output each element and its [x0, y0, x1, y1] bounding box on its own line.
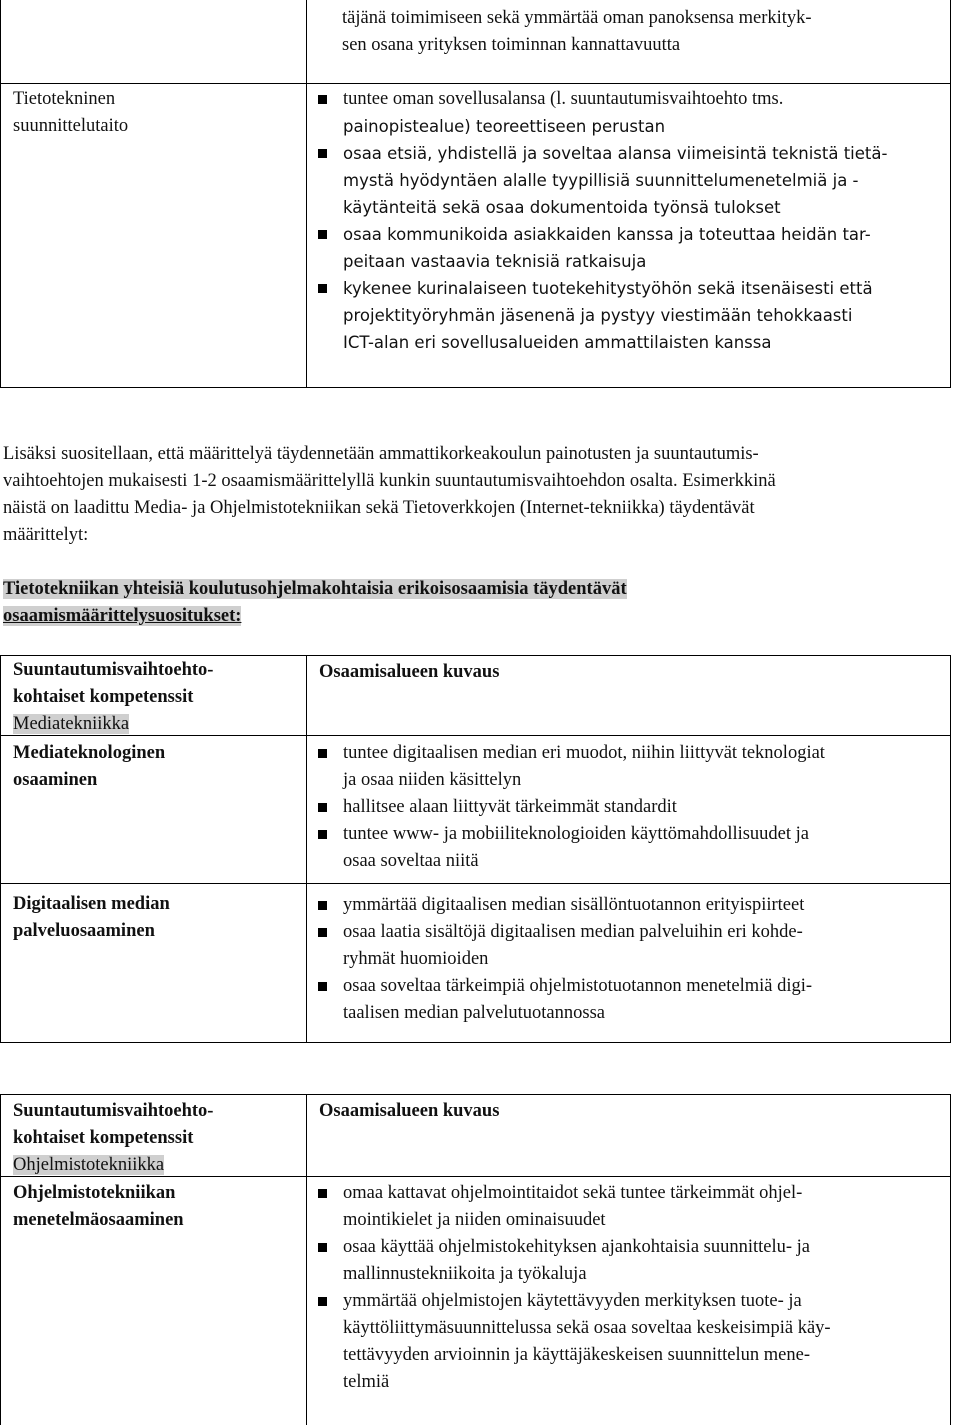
competence-table-ohjelmistotekniikka	[0, 1094, 951, 1425]
table1-continuation-text: täjänä toimimiseen sekä ymmärtää oman panoksensa merkityk- sen osana yrityksen toiminnan kannattavuutta	[342, 8, 812, 55]
list-item: ymmärtää ohjelmistojen käytettävyyden merkityksen tuote- ja käyttöliittymäsuunnittelussa sekä osaa soveltaa keskeisimpiä käy- tettävyyden arvioinnin ja käyttäjäkeskeisen suunnittelun mene- telmiä	[314, 1288, 944, 1396]
list-item: osaa soveltaa tärkeimpiä ohjelmistotuotannon menetelmiä digi- taalisen median palvelutuotannossa	[314, 973, 944, 1027]
track-name: Ohjelmistotekniikka	[13, 1155, 165, 1175]
table3-row1-list	[314, 1180, 944, 1396]
list-item: osaa laatia sisältöjä digitaalisen median palveluihin eri kohde- ryhmät huomioiden	[314, 919, 944, 973]
table3-column-header: Osaamisalueen kuvaus	[319, 1101, 500, 1121]
intro-paragraph: Lisäksi suositellaan, että määrittelyä täydennetään ammattikorkeakoulun painotusten ja suuntautumis- vaihtoehtojen mukaisesti 1-2 osaamismäärittelyllä kunkin suuntautumisvaihtoehdon osalta. Esimerkkinä näistä on laadittu Media- ja Ohjelmistotekniikan sekä Tietoverkkojen (Internet-tekniikka) täydentävät määrittelyt:	[3, 444, 776, 545]
list-item: omaa kattavat ohjelmointitaidot sekä tuntee tärkeimmät ohjel- mointikielet ja niiden ominaisuudet	[314, 1180, 944, 1234]
section-heading: Tietotekniikan yhteisiä koulutusohjelmakohtaisia erikoisosaamisia täydentävät osaamismäärittelysuositukset:	[3, 579, 627, 626]
table2-row2-label: Digitaalisen median palveluosaaminen	[13, 894, 170, 941]
competence-table-mediatekniikka	[0, 655, 951, 1043]
table3-row1-label: Ohjelmistotekniikan menetelmäosaaminen	[13, 1183, 184, 1230]
table3-header-label: Suuntautumisvaihtoehto- kohtaiset kompetenssit Ohjelmistotekniikka	[13, 1101, 214, 1175]
list-item: tuntee digitaalisen median eri muodot, niihin liittyvät teknologiat ja osaa niiden käsittelyn	[314, 740, 944, 794]
list-item: tuntee oman sovellusalansa (l. suuntautumisvaihtoehto tms. painopistealue) teoreettiseen perustan	[314, 86, 944, 140]
list-item: hallitsee alaan liittyvät tärkeimmät standardit	[314, 794, 944, 821]
table1-row-label: Tietotekninen suunnittelutaito	[13, 89, 129, 136]
list-item: ymmärtää digitaalisen median sisällöntuotannon erityispiirteet	[314, 892, 944, 919]
table2-row1-label: Mediateknologinen osaaminen	[13, 743, 166, 790]
table2-row1-list	[314, 740, 944, 875]
table2-header-label: Suuntautumisvaihtoehto- kohtaiset kompetenssit Mediatekniikka	[13, 660, 214, 734]
list-item: tuntee www- ja mobiiliteknologioiden käyttömahdollisuudet ja osaa soveltaa niitä	[314, 821, 944, 875]
table2-row2-list	[314, 892, 944, 1027]
competence-table-general	[0, 0, 951, 388]
list-item: osaa käyttää ohjelmistokehityksen ajankohtaisia suunnittelu- ja mallinnustekniikoita ja työkaluja	[314, 1234, 944, 1288]
track-name: Mediatekniikka	[13, 714, 130, 734]
list-item: kykenee kurinalaiseen tuotekehitystyöhön sekä itsenäisesti että projektityöryhmän jäsenenä ja pystyy viestimään tehokkaasti ICT-alan eri sovellusalueiden ammattilaisten kanssa	[314, 275, 944, 356]
table1-bullet-list	[314, 86, 944, 356]
list-item: osaa etsiä, yhdistellä ja soveltaa alansa viimeisintä teknistä tietä- mystä hyödyntäen alalle tyypillisiä suunnittelumenetelmiä ja - käytänteitä sekä osaa dokumentoida työnsä tulokset	[314, 140, 944, 221]
table2-column-header: Osaamisalueen kuvaus	[319, 662, 500, 682]
list-item: osaa kommunikoida asiakkaiden kanssa ja toteuttaa heidän tar- peitaan vastaavia teknisiä ratkaisuja	[314, 221, 944, 275]
